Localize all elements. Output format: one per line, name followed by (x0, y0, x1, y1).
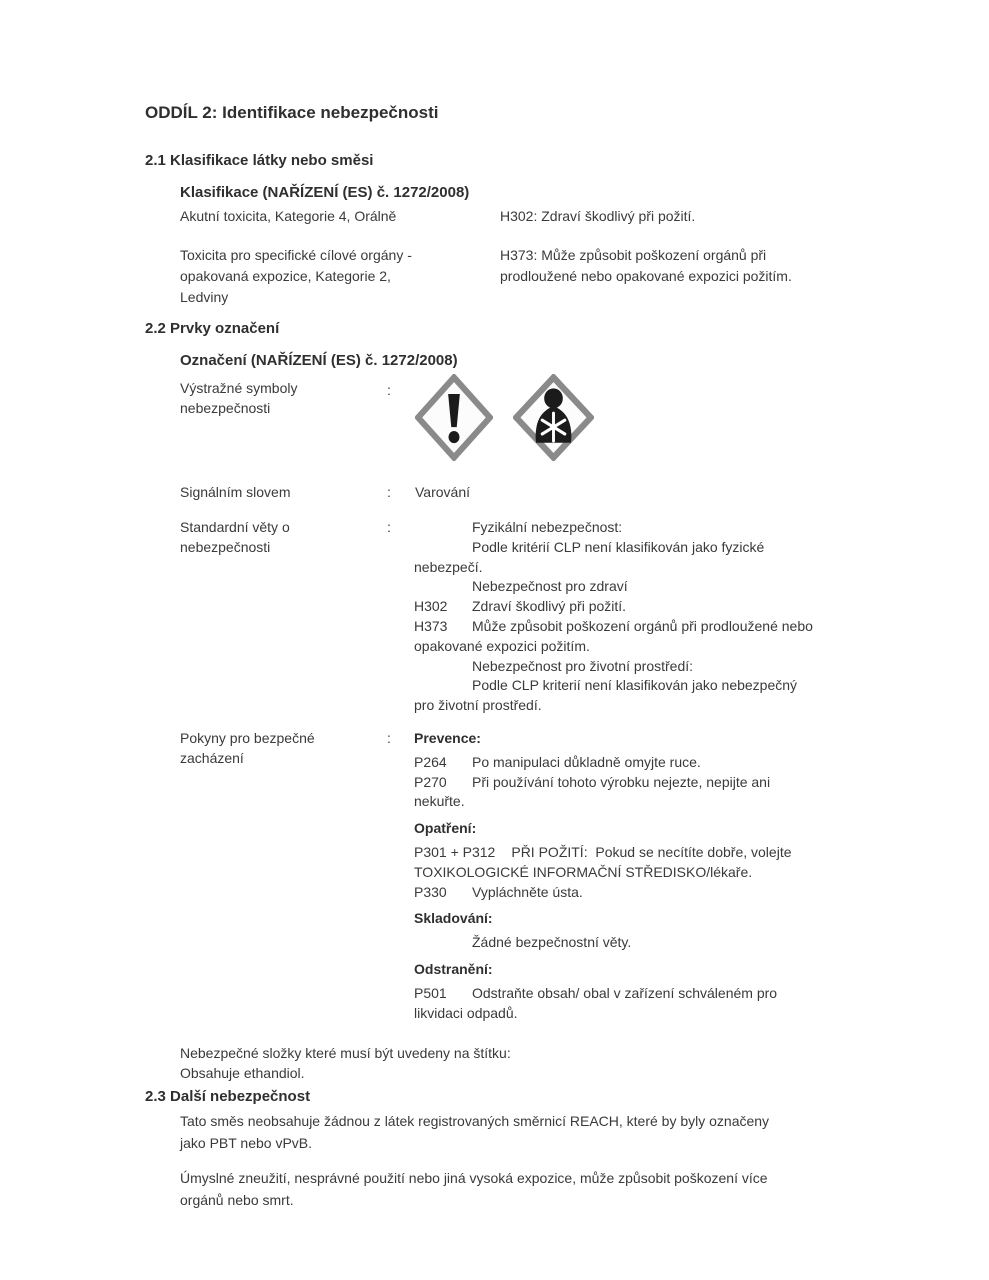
colon-separator: : (387, 484, 391, 500)
text-line: Podle kritérií CLP není klasifikován jako fyzické (472, 538, 765, 555)
statement-group-heading: Prevence: (414, 730, 481, 746)
page-title: ODDÍL 2: Identifikace nebezpečnosti (145, 103, 439, 122)
other-hazards-paragraph (180, 1111, 920, 1154)
text-line: Nebezpečnost pro životní prostředí: (472, 657, 694, 674)
text-line: H373 Může způsobit poškození orgánů při prodloužené nebo (414, 617, 934, 637)
subheading-classification-regulation: Klasifikace (NAŘÍZENÍ (ES) č. 1272/2008) (180, 184, 470, 201)
text-line: P264 Po manipulaci důkladně omyjte ruce. (414, 753, 934, 773)
statement-group-heading: Opatření: (414, 820, 477, 837)
statement-code: P264 (414, 753, 447, 770)
hazard-statements-label: Standardní věty o nebezpečnosti (180, 519, 290, 555)
text-line: H302: Zdraví škodlivý při požití. (500, 208, 696, 224)
text-line: opakovaná expozice, Kategorie 2, (180, 268, 391, 284)
hazard-pictograms (415, 374, 594, 461)
classification-category (180, 245, 495, 308)
text-line: jako PBT nebo vPvB. (180, 1134, 313, 1151)
text-line: Obsahuje ethandiol. (180, 1064, 305, 1081)
text-line: P330 Vypláchněte ústa. (414, 883, 934, 903)
statement-group-heading: Odstranění: (414, 960, 493, 977)
signal-word-label: Signálním slovem (180, 484, 291, 500)
text-line: Fyzikální nebezpečnost: (472, 519, 623, 535)
classification-hazard-statement (500, 245, 930, 287)
text-line: pro životní prostředí. (414, 697, 542, 714)
other-hazards-paragraph (180, 1168, 920, 1211)
text-line: Akutní toxicita, Kategorie 4, Orálně (180, 208, 397, 224)
colon-separator: : (387, 730, 391, 746)
text-line: Žádné bezpečnostní věty. (472, 934, 632, 951)
text-line: nekuřte. (414, 793, 465, 810)
text-line: TOXIKOLOGICKÉ INFORMAČNÍ STŘEDISKO/lékaře. (414, 863, 753, 880)
text-line: Tato směs neobsahuje žádnou z látek registrovaných směrnicí REACH, které by byly označeny (180, 1113, 770, 1129)
signal-word-value: Varování (415, 484, 470, 500)
text-line: Úmyslné zneužití, nesprávné použití nebo jiná vysoká expozice, může způsobit poškození více (180, 1170, 768, 1186)
statement-code: P501 (414, 984, 447, 1001)
text-line: Toxicita pro specifické cílové orgány - (180, 247, 412, 263)
statement-group-heading: Skladování: (414, 910, 493, 927)
label-components-note (180, 1044, 740, 1083)
statement-code: H373 (414, 617, 448, 634)
text-line: likvidaci odpadů. (414, 1004, 518, 1021)
statement-code: P270 (414, 773, 447, 790)
classification-hazard-statement (500, 206, 930, 227)
subheading-labelling-regulation: Označení (NAŘÍZENÍ (ES) č. 1272/2008) (180, 352, 458, 369)
ghs08-health-hazard-icon (513, 374, 594, 461)
colon-separator: : (387, 382, 391, 398)
text-line: H302 Zdraví škodlivý při požití. (414, 597, 934, 617)
text-line: P301 + P312 PŘI POŽITÍ: Pokud se necítíte dobře, volejte (414, 843, 934, 863)
text-line: Nebezpečné složky které musí být uvedeny na štítku: (180, 1045, 511, 1061)
heading-2-3-other-hazards: 2.3 Další nebezpečnost (145, 1088, 311, 1105)
colon-separator: : (387, 519, 391, 535)
ghs07-exclamation-mark-icon (415, 374, 493, 461)
classification-category (180, 206, 495, 227)
text-line: orgánů nebo smrt. (180, 1191, 294, 1208)
text-line: P501 Odstraňte obsah/ obal v zařízení schváleném pro (414, 984, 934, 1004)
text-line: Nebezpečnost pro zdraví (472, 578, 628, 595)
text-line: Podle CLP kriterií není klasifikován jako nebezpečný (472, 677, 798, 694)
statement-code: P330 (414, 883, 447, 900)
statement-code: H302 (414, 598, 448, 615)
heading-2-1-classification: 2.1 Klasifikace látky nebo směsi (145, 152, 374, 169)
precautionary-statements-block (414, 729, 934, 1023)
text-line: nebezpečí. (414, 558, 483, 575)
precautionary-statements-label: Pokyny pro bezpečné zacházení (180, 730, 315, 766)
hazard-symbols-label: Výstražné symboly nebezpečnosti (180, 380, 298, 416)
text-line: opakované expozici požitím. (414, 637, 590, 654)
text-line: prodloužené nebo opakované expozici požitím. (500, 268, 792, 284)
heading-2-2-label-elements: 2.2 Prvky označení (145, 320, 280, 337)
text-line: P270 Při používání tohoto výrobku nejezte, nepijte ani (414, 773, 934, 793)
statement-code: P301 + P312 (414, 843, 496, 860)
text-line: Ledviny (180, 289, 229, 305)
hazard-statements-block (414, 518, 934, 716)
text-line: H373: Může způsobit poškození orgánů při (500, 247, 767, 263)
